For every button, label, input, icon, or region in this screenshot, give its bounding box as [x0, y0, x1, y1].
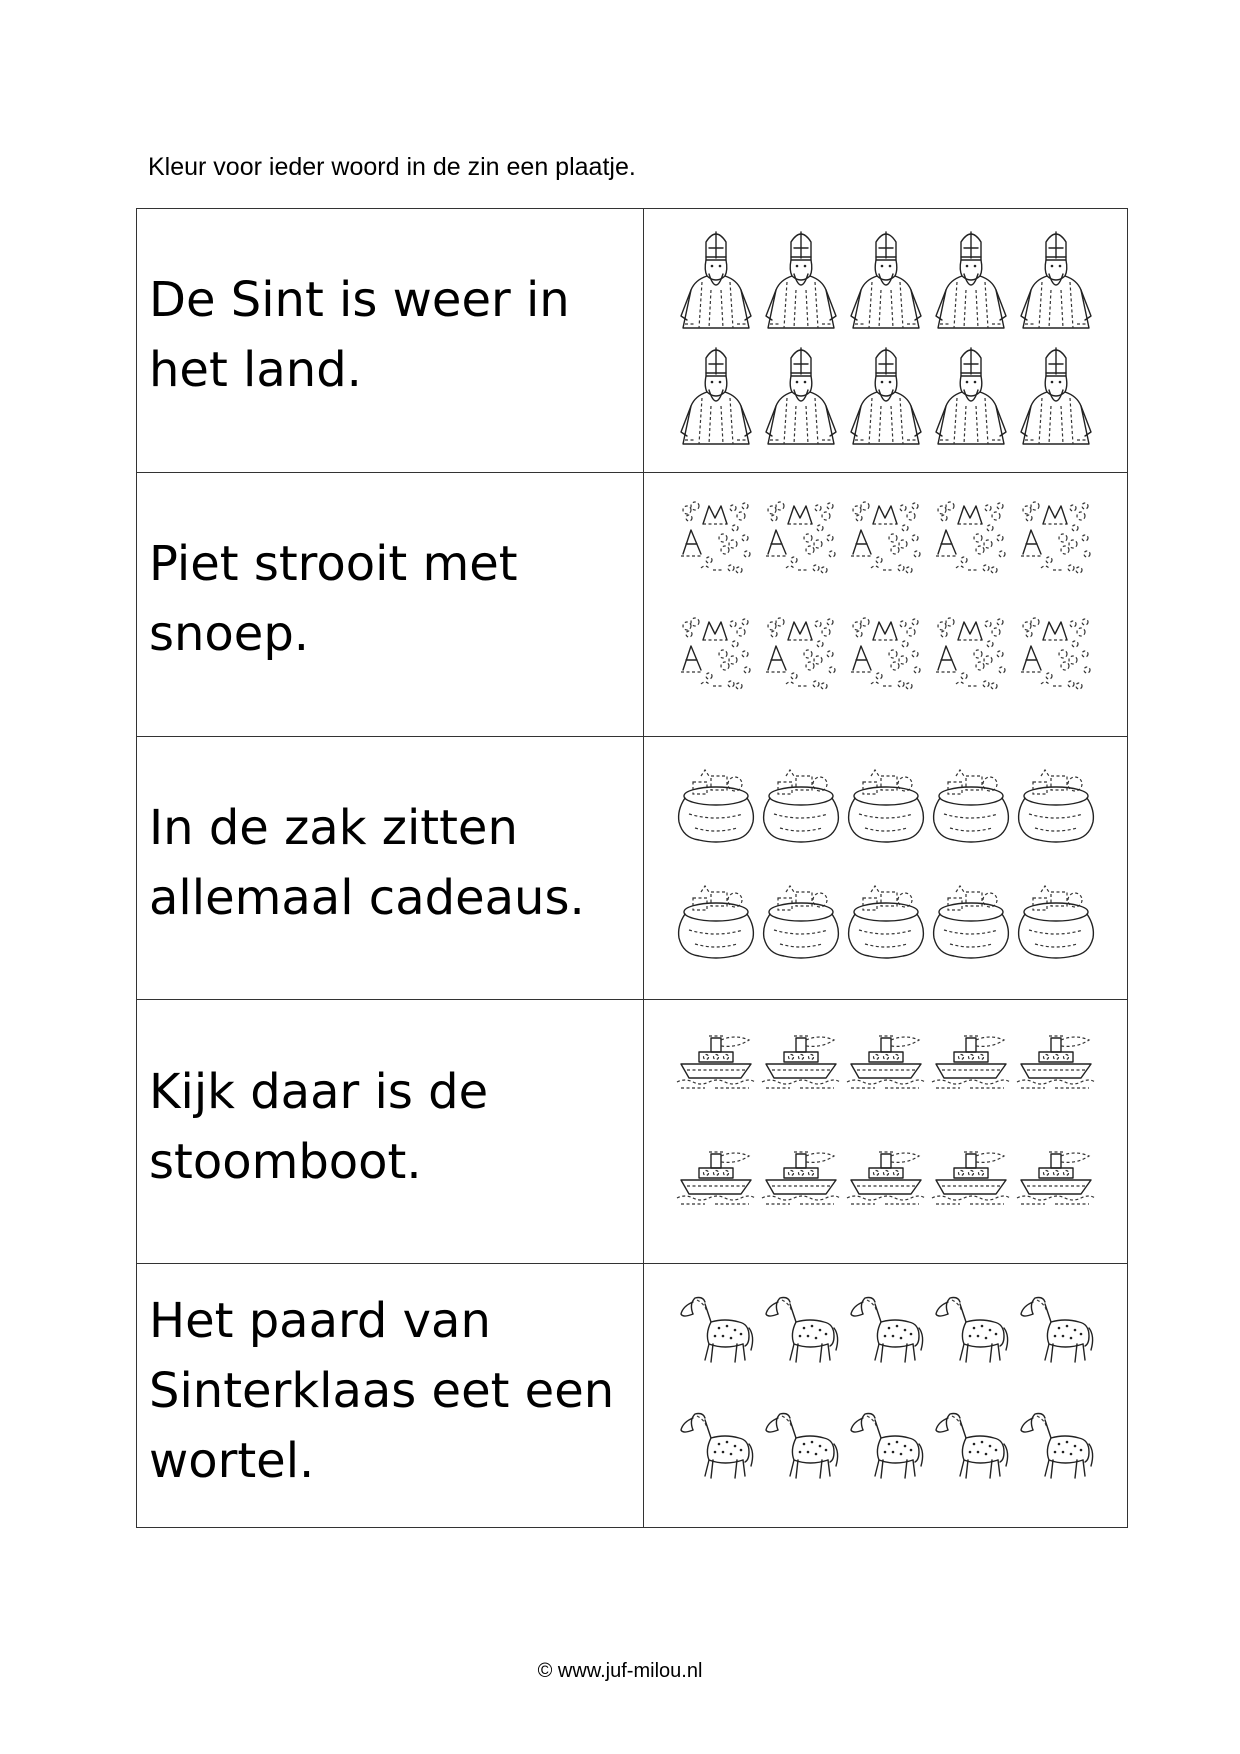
gift-sack-icon: [1015, 752, 1097, 868]
horse-icon: [1015, 1396, 1097, 1512]
sentence-cell: [137, 1264, 644, 1528]
worksheet-row: [137, 736, 1128, 1000]
steamboat-icon: [760, 1132, 842, 1248]
gift-sack-icon: [845, 868, 927, 984]
horse-icon: [930, 1280, 1012, 1396]
horse-icon: [675, 1396, 757, 1512]
worksheet-row: [137, 1000, 1128, 1264]
sinterklaas-picture-grid: [644, 209, 1127, 472]
sinterklaas-icon: [1015, 340, 1097, 456]
sinterklaas-icon: [930, 340, 1012, 456]
sinterklaas-icon: [845, 340, 927, 456]
candy-icon: [1015, 604, 1097, 720]
candy-icon: [1015, 488, 1097, 604]
gift-sack-icon: [1015, 868, 1097, 984]
steamboat-icon: [1015, 1016, 1097, 1132]
picture-cell: [644, 209, 1128, 473]
gift-sack-icon: [760, 752, 842, 868]
sinterklaas-icon: [760, 340, 842, 456]
horse-icon: [930, 1396, 1012, 1512]
steamboat-icon: [1015, 1132, 1097, 1248]
candy-icon: [845, 604, 927, 720]
sentence-cell: [137, 1000, 644, 1264]
picture-cell: [644, 1000, 1128, 1264]
candy-picture-grid: [644, 473, 1127, 736]
gift-sack-icon: [675, 752, 757, 868]
steamboat-icon: [845, 1016, 927, 1132]
horse-icon: [845, 1396, 927, 1512]
candy-icon: [845, 488, 927, 604]
horse-icon: [675, 1280, 757, 1396]
gift-sack-icon: [675, 868, 757, 984]
candy-icon: [930, 488, 1012, 604]
gift-sack-icon: [930, 868, 1012, 984]
sentence-text: In de zak zitten allemaal cadeaus.: [149, 799, 585, 926]
candy-icon: [675, 488, 757, 604]
sentence-cell: [137, 209, 644, 473]
horse-icon: [760, 1280, 842, 1396]
worksheet-row: [137, 209, 1128, 473]
sinterklaas-icon: [760, 224, 842, 340]
steamboat-icon: [845, 1132, 927, 1248]
steamboat-icon: [675, 1132, 757, 1248]
gift-sack-icon: [930, 752, 1012, 868]
steamboat-icon: [760, 1016, 842, 1132]
sentence-text: De Sint is weer in het land.: [149, 272, 570, 399]
gift-sack-icon: [845, 752, 927, 868]
picture-cell: [644, 736, 1128, 1000]
sentence-cell: [137, 736, 644, 1000]
sinterklaas-icon: [1015, 224, 1097, 340]
steamboat-icon: [930, 1016, 1012, 1132]
sinterklaas-icon: [675, 224, 757, 340]
candy-icon: [675, 604, 757, 720]
sentence-text: Het paard van Sinterklaas eet een wortel.: [149, 1292, 615, 1489]
picture-cell: [644, 472, 1128, 736]
candy-icon: [760, 604, 842, 720]
horse-picture-grid: [644, 1264, 1127, 1527]
worksheet-row: [137, 472, 1128, 736]
copyright-footer: © www.juf-milou.nl: [537, 1660, 703, 1682]
candy-icon: [930, 604, 1012, 720]
sentence-text: Piet strooit met snoep.: [149, 536, 518, 663]
instruction-text: Kleur voor ieder woord in de zin een plaatje.: [148, 153, 636, 181]
steamboat-icon: [930, 1132, 1012, 1248]
horse-icon: [1015, 1280, 1097, 1396]
sinterklaas-icon: [930, 224, 1012, 340]
horse-icon: [760, 1396, 842, 1512]
worksheet-table: [136, 208, 1128, 1528]
steamboat-picture-grid: [644, 1000, 1127, 1263]
worksheet-row: [137, 1264, 1128, 1528]
steamboat-icon: [675, 1016, 757, 1132]
gift-sack-picture-grid: [644, 737, 1127, 1000]
sinterklaas-icon: [845, 224, 927, 340]
sentence-text: Kijk daar is de stoomboot.: [149, 1063, 489, 1190]
sentence-cell: [137, 472, 644, 736]
horse-icon: [845, 1280, 927, 1396]
picture-cell: [644, 1264, 1128, 1528]
candy-icon: [760, 488, 842, 604]
gift-sack-icon: [760, 868, 842, 984]
sinterklaas-icon: [675, 340, 757, 456]
